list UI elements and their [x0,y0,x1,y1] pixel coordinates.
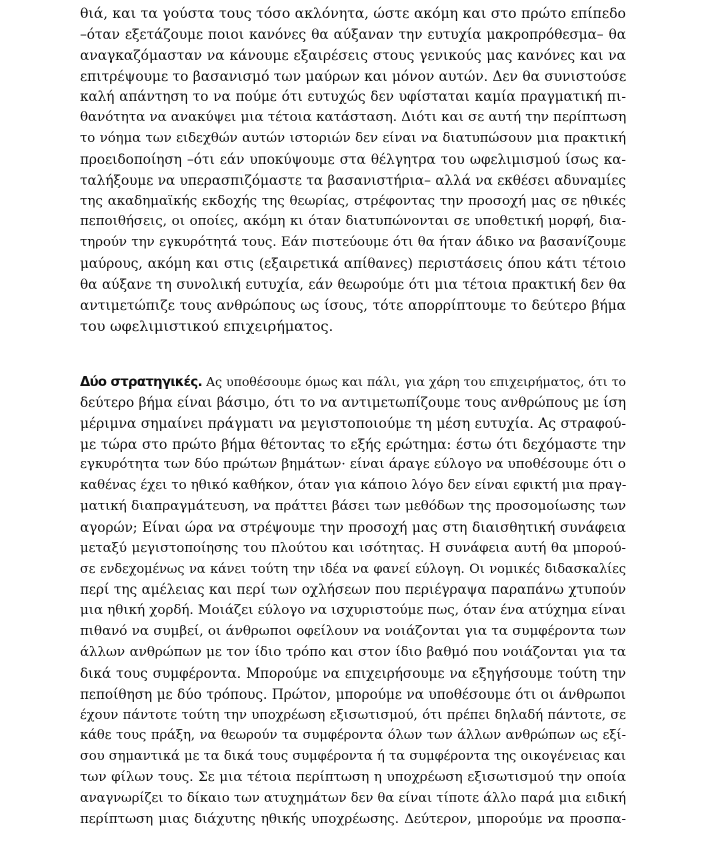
text-line: καλή απάντηση το να πούμε ότι ευτυχώς δεν υφίσταται καμία πραγματική πι- [80,89,626,106]
text-line: θα αύξανε τη συνολική ευτυχία, εάν θεωρούμε ότι μια τέτοια πρακτική δεν θα [80,276,626,293]
text-line: άλλων ανθρώπων με τον ίδιο τρόπο και στον ίδιο βαθμό που νοιάζονται για τα [80,644,626,660]
text-line: αντιμετώπιζε τους ανθρώπους ως ίσους, τότε απορρίπτουμε το δεύτερο βήμα [80,297,626,314]
text-line-continuation: Ας υποθέσουμε όμως και πάλι, για χάρη του επιχειρήματος, ότι το [202,374,627,389]
text-line: μαύρους, ακόμη και στις (εξαιρετικά απίθανες) περιστάσεις όπου κάτι τέτοιο [80,256,626,273]
text-line-with-heading [80,372,626,393]
text-line: θιά, και τα γούστα τους τόσο ακλόνητα, ώστε ακόμη και στο πρώτο επίπεδο [80,6,626,22]
text-line: πεποίθηση με δύο τρόπους. Πρώτον, μπορούμε να υποθέσουμε ότι οι άνθρωποι [80,686,626,703]
text-line: μέριμνα σημαίνει πράγματι να μεγιστοποιούμε τη μέση ευτυχία. Ας στραφού- [80,415,626,432]
text-line: το νόημα των ειδεχθών αυτών ιστοριών δεν είναι να διατυπώσουν μια πρακτική [80,131,626,147]
text-line: περί της αμέλειας και περί των οχλήσεων που περιέγραψα παραπάνω χτυπούν [80,582,626,599]
text-line: προειδοποίηση –ότι εάν υποκύψουμε στα θέλγητρα του ωφελιμισμού ίσως κα- [80,151,626,168]
text-line: –όταν εξετάζουμε ποιοι κανόνες θα αύξαναν την ευτυχία μακροπρόθεσμα– θα [80,26,626,43]
text-line: καθένας έχει το ηθικό καθήκον, όταν για κάποιο λόγο δεν είναι εφικτή μια πραγ- [80,478,627,494]
text-line: μια ηθική χορδή. Μοιάζει εύλογο να ισχυριστούμε πως, όταν ένα ατύχημα είναι [80,603,626,619]
text-line: σου σημαντικά με τα δικά τους συμφέροντα ή τα συμφέροντα της οικογένειας και [80,749,626,765]
text-line: αγορών; Είναι ώρα να στρέψουμε την προσοχή μας στη διαισθητική συνάφεια [80,519,626,536]
text-line: επιτρέψουμε το βασανισμό των μαύρων και μόνον αυτών. Δεν θα συνιστούσε [80,68,627,85]
text-line: ματική διαπραγμάτευση, να πράττει βάσει των μεθόδων της προσομοίωσης των [80,499,626,515]
section-run-in-heading: Δύο στρατηγικές. [80,375,203,390]
text-line: δικά τους συμφέροντα. Μπορούμε να επιχειρήσουμε να εξηγήσουμε τούτη την [80,665,626,682]
text-line: πιθανό να συμβεί, οι άνθρωποι οφείλουν να νοιάζονται για τα συμφέροντα των [80,624,626,640]
text-line: των φίλων τους. Σε μια τέτοια περίπτωση η υποχρέωση εξισωτισμού την οποία [80,770,626,786]
text-line: έχουν πάντοτε τούτη την υποχρέωση εξισωτισμού, ότι πρέπει δηλαδή πάντοτε, σε [80,707,626,723]
text-line: του ωφελιμιστικού επιχειρήματος. [80,318,334,335]
text-line: αναγκαζόμασταν να κάνουμε εξαιρέσεις στους γενικούς μας κανόνες και να [80,47,626,64]
text-line: με τώρα στο πρώτο βήμα θέτοντας το εξής ερώτημα: έστω ότι δεχόμαστε την [80,436,626,453]
text-line: δεύτερο βήμα είναι βάσιμο, ότι το να αντιμετωπίζουμε τους ανθρώπους με ίση [80,394,626,411]
text-line: εγκυρότητα των δύο πρώτων βημάτων· είναι άραγε εύλογο να υποθέσουμε ότι ο [80,457,626,473]
text-line: περίπτωση μιας διάχυτης ηθικής υποχρέωσης. Δεύτερον, μπορούμε να προσπα- [80,811,626,827]
text-line: αναγνωρίζει το δίκαιο των ατυχημάτων δεν θα είναι τίποτε άλλο παρά μια ειδική [80,790,626,806]
text-line: σε ενδεχομένως να κάνει τούτη την ιδέα να φανεί εύλογη. Οι νομικές διδασκαλίες [80,561,626,577]
text-line: πεποιθήσεις, οι οποίες, ακόμη κι όταν διατυπώνονται σε υποθετική μορφή, δια- [80,214,626,230]
text-line: κάθε τους πράξη, να θεωρούν τα συμφέροντα όλων των άλλων ανθρώπων ως εξί- [80,728,626,744]
paragraph-two-strategies [80,372,626,831]
text-line: ταλήξουμε να υπερασπιζόμαστε τα βασανιστήρια– αλλά να εκθέσει αδυναμίες [80,172,626,189]
text-line: θανότητα να ανακύψει μια τέτοια κατάσταση. Διότι και σε αυτή την περίπτωση [80,110,627,126]
text-line: τηρούν την εγκυρότητά τους. Εάν πιστεύουμε ότι θα ήταν άδικο να βασανίζουμε [80,235,626,251]
text-line: της ακαδημαϊκής εκδοχής της θεωρίας, στρέφοντας την προσοχή μας σε ηθικές [80,193,626,209]
text-line: μεταξύ μεγιστοποίησης του πλούτου και ισότητας. Η συνάφεια αυτή θα μπορού- [80,540,626,556]
paragraph-utilitarian-argument [80,4,626,338]
